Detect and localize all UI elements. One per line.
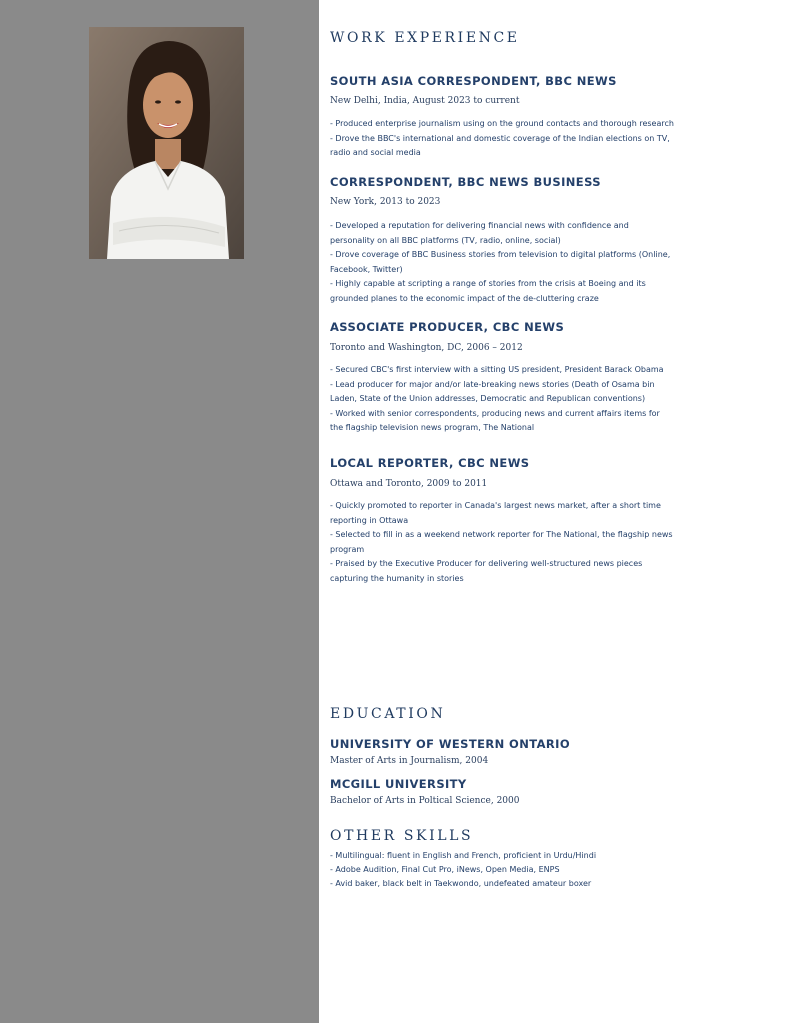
job-4-meta: Ottawa and Toronto, 2009 to 2011 bbox=[330, 479, 488, 489]
skill-line: - Adobe Audition, Final Cut Pro, iNews, Open Media, ENPS bbox=[330, 865, 560, 874]
job-detail-line: - Highly capable at scripting a range of stories from the crisis at Boeing and its bbox=[330, 279, 646, 289]
job-detail-line: program bbox=[330, 544, 365, 554]
job-1-meta: New Delhi, India, August 2023 to current bbox=[330, 96, 520, 106]
job-detail-line: - Produced enterprise journalism using on the ground contacts and thorough research bbox=[330, 119, 674, 128]
education-heading: EDUCATION bbox=[330, 706, 446, 722]
sidebar bbox=[0, 0, 319, 1023]
job-3-details bbox=[330, 363, 730, 436]
job-detail-line: - Secured CBC's first interview with a sitting US president, President Barack Obama bbox=[330, 365, 664, 374]
job-detail-line: - Worked with senior correspondents, producing news and current affairs items for bbox=[330, 408, 660, 418]
skills-list bbox=[330, 849, 596, 891]
job-detail-line: capturing the humanity in stories bbox=[330, 573, 464, 583]
job-4-title: LOCAL REPORTER, CBC NEWS bbox=[330, 456, 530, 470]
profile-photo bbox=[89, 27, 244, 259]
skill-line: - Avid baker, black belt in Taekwondo, undefeated amateur boxer bbox=[330, 879, 592, 888]
skill-line: - Multilingual: fluent in English and French, proficient in Urdu/Hindi bbox=[330, 851, 597, 860]
education-degree-1: Master of Arts in Journalism, 2004 bbox=[330, 756, 489, 766]
job-detail-line: - Lead producer for major and/or late-breaking news stories (Death of Osama bin bbox=[330, 379, 655, 389]
job-3-meta: Toronto and Washington, DC, 2006 – 2012 bbox=[330, 343, 523, 353]
job-3-title: ASSOCIATE PRODUCER, CBC NEWS bbox=[330, 320, 565, 334]
job-detail-line: Laden, State of the Union addresses, Democratic and Republican conventions) bbox=[330, 394, 646, 404]
job-1-title: SOUTH ASIA CORRESPONDENT, BBC NEWS bbox=[330, 74, 617, 88]
work-experience-heading: WORK EXPERIENCE bbox=[330, 30, 520, 46]
job-detail-line: - Developed a reputation for delivering financial news with confidence and bbox=[330, 221, 629, 230]
job-detail-line: personality on all BBC platforms (TV, radio, online, social) bbox=[330, 235, 561, 245]
job-detail-line: - Praised by the Executive Producer for delivering well-structured news pieces bbox=[330, 559, 643, 569]
education-school-1: UNIVERSITY OF WESTERN ONTARIO bbox=[330, 737, 570, 751]
education-school-2: MCGILL UNIVERSITY bbox=[330, 777, 467, 791]
skills-heading: OTHER SKILLS bbox=[330, 828, 474, 844]
job-1-details bbox=[330, 117, 730, 161]
job-detail-line: - Selected to fill in as a weekend network reporter for The National, the flagship news bbox=[330, 530, 673, 540]
job-2-title: CORRESPONDENT, BBC NEWS BUSINESS bbox=[330, 175, 601, 189]
job-detail-line: the flagship television news program, The National bbox=[330, 423, 535, 433]
job-2-meta: New York, 2013 to 2023 bbox=[330, 197, 441, 207]
job-detail-line: grounded planes to the economic impact of the de-cluttering craze bbox=[330, 293, 599, 303]
job-detail-line: Facebook, Twitter) bbox=[330, 264, 403, 274]
job-2-details bbox=[330, 219, 730, 307]
job-detail-line: reporting in Ottawa bbox=[330, 515, 409, 525]
education-degree-2: Bachelor of Arts in Poltical Science, 2000 bbox=[330, 796, 520, 806]
job-detail-line: - Quickly promoted to reporter in Canada's largest news market, after a short time bbox=[330, 501, 661, 510]
job-detail-line: - Drove the BBC's international and domestic coverage of the Indian elections on TV, bbox=[330, 133, 670, 143]
job-detail-line: radio and social media bbox=[330, 148, 421, 158]
job-detail-line: - Drove coverage of BBC Business stories from television to digital platforms (Online, bbox=[330, 250, 671, 260]
portrait-photo-icon bbox=[89, 27, 244, 259]
job-4-details bbox=[330, 499, 730, 587]
